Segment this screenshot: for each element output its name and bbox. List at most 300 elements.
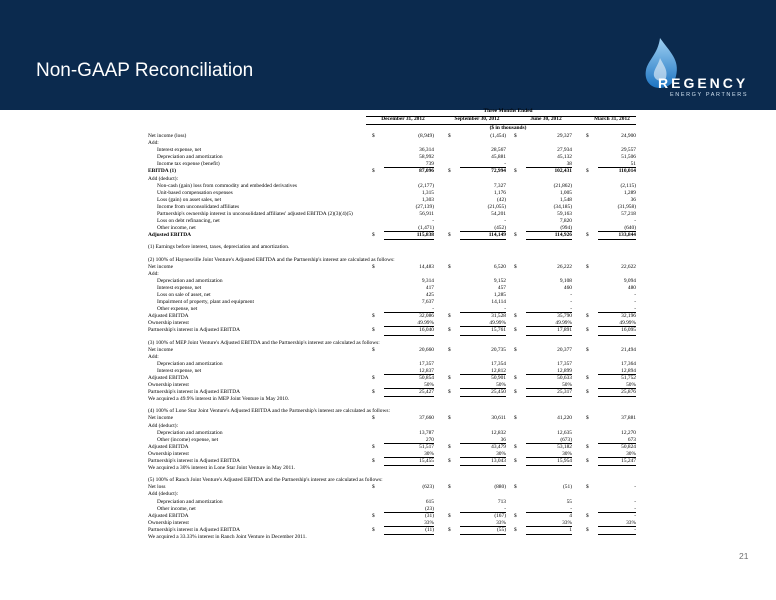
table-row: [148, 225, 636, 232]
table-row: [148, 491, 636, 498]
row-label: Adjusted EBITDA: [148, 512, 189, 519]
cell-value: (1,471): [388, 225, 434, 232]
table-row: [148, 232, 636, 239]
cell-value: 22,622: [621, 263, 636, 270]
cell-value: -: [530, 506, 572, 513]
cell-value: -: [634, 512, 636, 519]
cell-value: 17,891: [530, 327, 572, 334]
currency-symbol: $: [372, 346, 375, 353]
row-label: Add:: [148, 270, 159, 277]
table-row: [148, 161, 636, 168]
row-label: Partnership's interest in Adjusted EBITDA: [148, 526, 241, 533]
table-row: [148, 264, 636, 271]
cell-value: 460: [563, 284, 572, 291]
table-row: [148, 389, 636, 396]
header-unit-row: [148, 125, 636, 133]
cell-value: 25,876: [602, 389, 636, 396]
row-label: Net income: [148, 415, 173, 422]
cell-value: (11): [388, 527, 434, 534]
cell-value: 49.99%: [388, 320, 434, 327]
note-1: (1) Earnings before interest, taxes, depreciation and amortization.: [148, 244, 290, 251]
row-label: Non-cash (gain) loss from commodity and embedded derivatives: [157, 182, 297, 189]
table-row: [148, 211, 636, 218]
cell-value: 615: [425, 498, 434, 505]
row-label: Adjusted EBITDA: [148, 313, 189, 320]
cell-value: 673: [602, 437, 636, 444]
row-label: Depreciation and amortization: [157, 498, 223, 505]
row-label: Income from unconsolidated affiliates: [157, 203, 240, 210]
row-label: Partnership's ownership interest in unconsolidated affiliates' adjusted EBITDA (2)(3)(4)(5): [157, 211, 353, 218]
cell-value: 32,196: [621, 313, 636, 320]
cell-value: 20,377: [557, 346, 572, 353]
cell-value: 13,787: [419, 429, 434, 436]
row-label: Unit-based compensation expenses: [157, 189, 233, 196]
currency-symbol: $: [372, 263, 375, 270]
currency-symbol: $: [514, 389, 517, 396]
cell-value: (640): [602, 225, 636, 232]
cell-value: 49.99%: [464, 320, 506, 327]
cell-value: 12,899: [530, 368, 572, 375]
cell-value: 45,881: [491, 154, 506, 161]
cell-value: 13,043: [464, 458, 506, 465]
cell-value: 33%: [464, 520, 506, 527]
table-row: [148, 444, 636, 451]
section-ranch: [148, 484, 636, 534]
currency-symbol: $: [372, 415, 375, 422]
cell-value: (31): [425, 512, 434, 519]
row-label: Partnership's interest in Adjusted EBITDA: [148, 327, 241, 334]
table-row: [148, 327, 636, 334]
cell-value: 1,285: [493, 291, 506, 298]
cell-value: 24,900: [621, 133, 636, 139]
cell-value: -: [570, 291, 572, 298]
currency-symbol: $: [448, 458, 451, 465]
currency-symbol: $: [448, 484, 451, 491]
currency-symbol: $: [586, 389, 589, 396]
cell-value: 9,314: [421, 277, 434, 284]
cell-value: 35,790: [557, 313, 572, 320]
currency-symbol: $: [586, 526, 589, 533]
cell-value: -: [464, 161, 506, 168]
col-header-jun: June 30, 2012: [530, 116, 562, 122]
cell-value: 50,901: [491, 375, 506, 381]
cell-value: 16,095: [602, 327, 636, 334]
cell-value: -: [634, 484, 636, 491]
cell-value: 7,637: [421, 299, 434, 306]
cell-value: 49.99%: [530, 320, 572, 327]
row-label: Adjusted EBITDA: [148, 443, 189, 450]
row-label: Interest expense, net: [157, 147, 202, 154]
row-label: Loss on sale of asset, net: [157, 291, 211, 298]
currency-symbol: $: [448, 346, 451, 353]
table-row: [148, 527, 636, 534]
cell-value: 30%: [602, 451, 636, 458]
currency-symbol: $: [514, 526, 517, 533]
cell-value: 12,837: [388, 368, 434, 375]
reconciliation-table: [148, 108, 636, 541]
currency-symbol: $: [514, 327, 517, 334]
currency-symbol: $: [372, 484, 375, 491]
cell-value: 30%: [530, 451, 572, 458]
cell-value: 25,317: [530, 389, 572, 396]
cell-value: (21,862): [553, 182, 572, 189]
currency-symbol: $: [372, 327, 375, 334]
currency-symbol: $: [514, 133, 517, 139]
cell-value: 133,844: [602, 232, 636, 239]
currency-symbol: $: [514, 232, 517, 239]
cell-value: 36: [464, 437, 506, 444]
cell-value: -: [530, 306, 572, 313]
cell-value: (34,185): [553, 203, 572, 210]
table-row: [148, 354, 636, 361]
cell-value: (2,115): [620, 182, 636, 189]
cell-value: 45,132: [557, 154, 572, 161]
table-row: [148, 382, 636, 389]
cell-value: (2,177): [418, 182, 434, 189]
cell-value: 87,096: [419, 168, 434, 175]
table-row: [148, 320, 636, 327]
table-row: [148, 292, 636, 299]
section-haynesville: [148, 264, 636, 335]
logo-wordmark: REGENCY: [658, 75, 749, 91]
row-label: Depreciation and amortization: [157, 360, 223, 367]
cell-value: -: [464, 306, 506, 313]
cell-value: 36,314: [419, 147, 434, 154]
cell-value: -: [634, 299, 636, 306]
table-row: [148, 347, 636, 354]
cell-value: 110,014: [618, 168, 636, 175]
header-group-row: [148, 108, 636, 116]
cell-value: 33%: [602, 520, 636, 527]
cell-value: (673): [530, 437, 572, 444]
cell-value: -: [504, 218, 506, 225]
table-row: [148, 458, 636, 465]
table-row: [148, 278, 636, 285]
cell-value: 37,881: [621, 415, 636, 422]
cell-value: 50,633: [557, 375, 572, 381]
cell-value: 4: [569, 512, 572, 519]
currency-symbol: $: [586, 512, 589, 519]
table-row: [148, 361, 636, 368]
cell-value: 1,315: [421, 189, 434, 196]
cell-value: 58,992: [419, 154, 434, 161]
table-row: [148, 147, 636, 154]
cell-value: 27,934: [557, 147, 572, 154]
currency-symbol: $: [586, 415, 589, 422]
currency-symbol: $: [514, 263, 517, 270]
cell-value: 53,182: [557, 443, 572, 450]
cell-value: 12,832: [491, 429, 506, 436]
col-header-mar: March 31, 2012: [594, 116, 630, 122]
currency-symbol: $: [448, 168, 451, 175]
table-row: [148, 437, 636, 444]
currency-symbol: $: [448, 327, 451, 334]
cell-value: -: [634, 291, 636, 298]
currency-symbol: $: [586, 327, 589, 334]
cell-value: 50%: [530, 382, 572, 389]
cell-value: -: [570, 299, 572, 306]
currency-symbol: $: [586, 133, 589, 139]
currency-symbol: $: [514, 168, 517, 175]
currency-symbol: $: [448, 133, 451, 139]
table-row: [148, 176, 636, 183]
row-label: Ownership interest: [148, 320, 189, 327]
table-row: [148, 183, 636, 190]
cell-value: -: [602, 506, 636, 513]
currency-symbol: $: [586, 458, 589, 465]
currency-symbol: $: [586, 346, 589, 353]
table-row: [148, 375, 636, 382]
currency-symbol: $: [372, 526, 375, 533]
cell-value: (23): [388, 506, 434, 513]
table-row: [148, 154, 636, 161]
cell-value: 102,431: [554, 168, 572, 175]
three-months-ended-header: Three Months Ended: [483, 108, 533, 114]
cell-value: 16,040: [388, 327, 434, 334]
cell-value: 12,894: [602, 368, 636, 375]
cell-value: 17,364: [621, 360, 636, 367]
table-row: [148, 415, 636, 422]
cell-value: 20,660: [419, 346, 434, 353]
row-label: Ownership interest: [148, 519, 189, 526]
cell-value: (31,958): [617, 203, 636, 210]
currency-symbol: $: [372, 458, 375, 465]
cell-value: 36: [630, 196, 636, 203]
cell-value: 114,149: [464, 232, 506, 239]
cell-value: 32,086: [419, 313, 434, 320]
row-label: Net loss: [148, 484, 166, 491]
note-2: (2) 100% of Haynesville Joint Venture's Adjusted EBITDA and the Partnership's interest are calculated as follows:: [148, 256, 395, 263]
table-row: [148, 140, 636, 147]
row-label: Loss on debt refinancing, net: [157, 218, 220, 225]
row-label: Add:: [148, 140, 159, 147]
cell-value: 15,247: [602, 458, 636, 465]
section-ebitda: [148, 133, 636, 239]
cell-value: -: [602, 527, 636, 534]
cell-value: 49.99%: [602, 320, 636, 327]
table-row: [148, 506, 636, 513]
row-label: Add (deduct):: [148, 422, 179, 429]
cell-value: 17,357: [557, 360, 572, 367]
table-row: [148, 168, 636, 175]
note-3: (3) 100% of MEP Joint Venture's Adjusted EBITDA and the Partnership's interest are calculated as follows:: [148, 339, 380, 346]
cell-value: 72,994: [491, 168, 506, 175]
table-row: [148, 499, 636, 506]
table-row: [148, 299, 636, 306]
currency-symbol: $: [586, 263, 589, 270]
col-header-sep: September 30, 2012: [454, 116, 500, 122]
currency-symbol: $: [586, 168, 589, 175]
row-label: Ownership interest: [148, 382, 189, 389]
page-title: Non-GAAP Reconciliation: [36, 60, 254, 81]
currency-symbol: $: [372, 133, 375, 139]
table-row: [148, 190, 636, 197]
row-label: Net income: [148, 263, 173, 270]
cell-value: 21,494: [621, 346, 636, 353]
cell-value: 25,427: [388, 389, 434, 396]
row-label: Ownership interest: [148, 450, 189, 457]
logo-subtitle: ENERGY PARTNERS: [670, 92, 749, 98]
section-lone-star: [148, 415, 636, 465]
currency-symbol: $: [448, 512, 451, 519]
cell-value: 31,528: [491, 313, 506, 320]
row-label: Depreciation and amortization: [157, 154, 223, 161]
currency-symbol: $: [514, 415, 517, 422]
cell-value: (27,139): [415, 203, 434, 210]
cell-value: 33%: [530, 520, 572, 527]
cell-value: (8,949): [418, 133, 434, 139]
cell-value: 7,327: [493, 182, 506, 189]
cell-value: 1,303: [421, 196, 434, 203]
cell-value: 9,108: [559, 277, 572, 284]
cell-value: (167): [494, 512, 506, 519]
cell-value: 17,357: [419, 360, 434, 367]
table-row: [148, 285, 636, 292]
cell-value: 25,450: [464, 389, 506, 396]
row-label: Loss (gain) on asset sales, net: [157, 196, 222, 203]
cell-value: (21,055): [487, 203, 506, 210]
cell-value: 38: [530, 161, 572, 168]
cell-value: (55): [464, 527, 506, 534]
cell-value: 114,926: [530, 232, 572, 239]
cell-value: 1: [530, 527, 572, 534]
cell-value: 1,176: [493, 189, 506, 196]
cell-value: 51,506: [621, 154, 636, 161]
cell-value: 9,094: [623, 277, 636, 284]
cell-value: 15,954: [530, 458, 572, 465]
regency-flame-logo: [636, 36, 749, 110]
currency-symbol: $: [448, 389, 451, 396]
row-label: Other income, net: [157, 505, 196, 512]
cell-value: 30%: [388, 451, 434, 458]
row-label: Add:: [148, 353, 159, 360]
cell-value: -: [634, 498, 636, 505]
cell-value: 50%: [464, 382, 506, 389]
currency-symbol: $: [372, 389, 375, 396]
cell-value: 1,548: [559, 196, 572, 203]
cell-value: 12,270: [621, 429, 636, 436]
cell-value: 425: [425, 291, 434, 298]
cell-value: 51,517: [419, 443, 434, 450]
cell-value: (42): [497, 196, 506, 203]
row-label: Other income, net: [157, 225, 196, 232]
section-mep: [148, 347, 636, 397]
row-label: Interest expense, net: [157, 284, 202, 291]
cell-value: 14,483: [419, 263, 434, 270]
cell-value: 739: [388, 161, 434, 168]
table-row: [148, 197, 636, 204]
currency-symbol: $: [448, 375, 451, 381]
row-label: Adjusted EBITDA: [148, 375, 189, 381]
row-label: Other expense, net: [157, 306, 198, 313]
row-label: Income tax expense (benefit): [157, 161, 220, 168]
note-4: (4) 100% of Lone Star Joint Venture's Adjusted EBITDA and the Partnership's interest are calculated as follows:: [148, 408, 390, 415]
cell-value: -: [634, 218, 636, 225]
cell-value: (1,454): [490, 133, 506, 139]
col-header-dec: December 31, 2012: [381, 116, 425, 122]
cell-value: 51,752: [621, 375, 636, 381]
cell-value: 57,218: [621, 211, 636, 218]
row-label: EBITDA (1): [148, 168, 177, 175]
cell-value: 59,163: [557, 211, 572, 218]
currency-symbol: $: [586, 232, 589, 239]
cell-value: 29,327: [557, 133, 572, 139]
cell-value: 33%: [388, 520, 434, 527]
cell-value: 270: [388, 437, 434, 444]
cell-value: 15,761: [464, 327, 506, 334]
table-row: [148, 368, 636, 375]
currency-symbol: $: [514, 346, 517, 353]
currency-symbol: $: [372, 168, 375, 175]
table-row: [148, 306, 636, 313]
currency-symbol: $: [448, 443, 451, 450]
cell-value: -: [602, 306, 636, 313]
currency-symbol: $: [514, 375, 517, 381]
cell-value: 20,735: [491, 346, 506, 353]
cell-value: 7,820: [559, 218, 572, 225]
cell-value: 56,911: [419, 211, 434, 218]
currency-symbol: $: [448, 232, 451, 239]
cell-value: 50%: [388, 382, 434, 389]
cell-value: 41,220: [557, 415, 572, 422]
row-label: Net income: [148, 346, 173, 353]
table-row: [148, 423, 636, 430]
currency-symbol: $: [372, 232, 375, 239]
page-number: 21: [739, 551, 749, 561]
cell-value: 713: [497, 498, 506, 505]
cell-value: 480: [627, 284, 636, 291]
note-5a: We acquired a 33.33% interest in Ranch Joint Venture in December 2011.: [148, 533, 307, 540]
note-4a: We acquired a 30% interest in Lone Star Joint Venture in May 2011.: [148, 465, 296, 472]
currency-symbol: $: [372, 443, 375, 450]
note-5: (5) 100% of Ranch Joint Venture's Adjusted EBITDA and the Partnership's interest are calculated as follows:: [148, 477, 383, 484]
currency-symbol: $: [514, 484, 517, 491]
note-3a: We acquired a 49.9% interest in MEP Joint Venture in May 2010.: [148, 396, 290, 403]
table-row: [148, 451, 636, 458]
cell-value: 54,201: [491, 211, 506, 218]
cell-value: 30,611: [491, 415, 506, 422]
cell-value: (623): [422, 484, 434, 491]
cell-value: 51: [602, 161, 636, 168]
currency-symbol: $: [448, 313, 451, 320]
cell-value: 417: [425, 284, 434, 291]
cell-value: -: [388, 306, 434, 313]
currency-symbol: $: [514, 443, 517, 450]
currency-symbol: $: [448, 526, 451, 533]
cell-value: 1,289: [623, 189, 636, 196]
currency-symbol: $: [448, 415, 451, 422]
currency-symbol: $: [372, 313, 375, 320]
currency-symbol: $: [586, 375, 589, 381]
cell-value: 14,114: [491, 299, 506, 306]
row-label: Add (deduct):: [148, 175, 179, 182]
cell-value: 457: [497, 284, 506, 291]
cell-value: 12,812: [464, 368, 506, 375]
currency-symbol: $: [514, 458, 517, 465]
cell-value: (994): [530, 225, 572, 232]
cell-value: 37,660: [419, 415, 434, 422]
cell-value: 50,824: [621, 443, 636, 450]
currency-symbol: $: [586, 443, 589, 450]
table-row: [148, 204, 636, 211]
row-label: Depreciation and amortization: [157, 429, 223, 436]
cell-value: 26,222: [557, 263, 572, 270]
table-row: [148, 430, 636, 437]
cell-value: 17,354: [491, 360, 506, 367]
table-row: [148, 133, 636, 140]
row-label: Partnership's interest in Adjusted EBITDA: [148, 389, 241, 396]
cell-value: -: [464, 506, 506, 513]
